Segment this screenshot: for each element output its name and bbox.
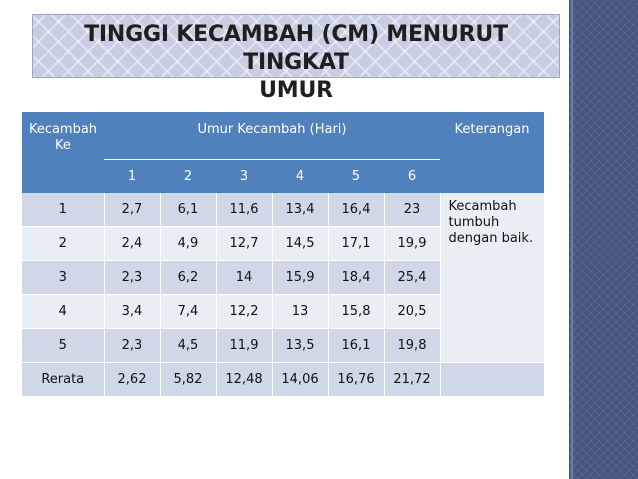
table-cell: 15,9: [272, 261, 328, 295]
table-cell: 18,4: [328, 261, 384, 295]
average-row: [22, 363, 544, 397]
header-day-1: 1: [104, 160, 160, 194]
header-day-6: 6: [384, 160, 440, 194]
header-day-2: 2: [160, 160, 216, 194]
row-label: 1: [22, 193, 104, 227]
sprout-height-table: [22, 112, 544, 396]
average-cell: 14,06: [272, 363, 328, 397]
header-remarks: Keterangan: [440, 112, 544, 193]
table-cell: 19,9: [384, 227, 440, 261]
row-label: 3: [22, 261, 104, 295]
slide-title: [33, 21, 559, 105]
table-cell: 14: [216, 261, 272, 295]
average-cell: 2,62: [104, 363, 160, 397]
average-cell: 5,82: [160, 363, 216, 397]
table-cell: 16,1: [328, 329, 384, 363]
table-cell: 20,5: [384, 295, 440, 329]
table-cell: 4,9: [160, 227, 216, 261]
row-label: 2: [22, 227, 104, 261]
table-row: [22, 193, 544, 227]
table-cell: 23: [384, 193, 440, 227]
table-cell: 13,5: [272, 329, 328, 363]
table-cell: 7,4: [160, 295, 216, 329]
header-day-3: 3: [216, 160, 272, 194]
slide-title-line1: TINGGI KECAMBAH (CM) MENURUT TINGKAT: [84, 22, 508, 75]
title-banner: [32, 14, 560, 103]
table-cell: 2,3: [104, 261, 160, 295]
table-cell: 17,1: [328, 227, 384, 261]
table-cell: 16,4: [328, 193, 384, 227]
average-cell: 16,76: [328, 363, 384, 397]
table-cell: 2,3: [104, 329, 160, 363]
row-label: 5: [22, 329, 104, 363]
table-cell: 3,4: [104, 295, 160, 329]
table-cell: 15,8: [328, 295, 384, 329]
remarks-cell: Kecambah tumbuh dengan baik.: [440, 193, 544, 363]
header-day-4: 4: [272, 160, 328, 194]
header-sprout-age: Umur Kecambah (Hari): [104, 112, 440, 160]
average-cell: 12,48: [216, 363, 272, 397]
table-cell: 13: [272, 295, 328, 329]
average-label: Rerata: [22, 363, 104, 397]
table-cell: 6,1: [160, 193, 216, 227]
average-cell: 21,72: [384, 363, 440, 397]
slide-title-line2: UMUR: [259, 78, 333, 103]
table-cell: 19,8: [384, 329, 440, 363]
decorative-side-panel: [569, 0, 638, 479]
table-cell: 2,7: [104, 193, 160, 227]
table-cell: 12,2: [216, 295, 272, 329]
table-cell: 11,9: [216, 329, 272, 363]
table-cell: 13,4: [272, 193, 328, 227]
table-cell: 14,5: [272, 227, 328, 261]
table-cell: 6,2: [160, 261, 216, 295]
table-cell: 11,6: [216, 193, 272, 227]
row-label: 4: [22, 295, 104, 329]
header-day-5: 5: [328, 160, 384, 194]
average-remarks-cell: [440, 363, 544, 397]
table-cell: 2,4: [104, 227, 160, 261]
header-sprout-number: Kecambah Ke: [22, 112, 104, 193]
table-cell: 12,7: [216, 227, 272, 261]
table-cell: 25,4: [384, 261, 440, 295]
table-cell: 4,5: [160, 329, 216, 363]
